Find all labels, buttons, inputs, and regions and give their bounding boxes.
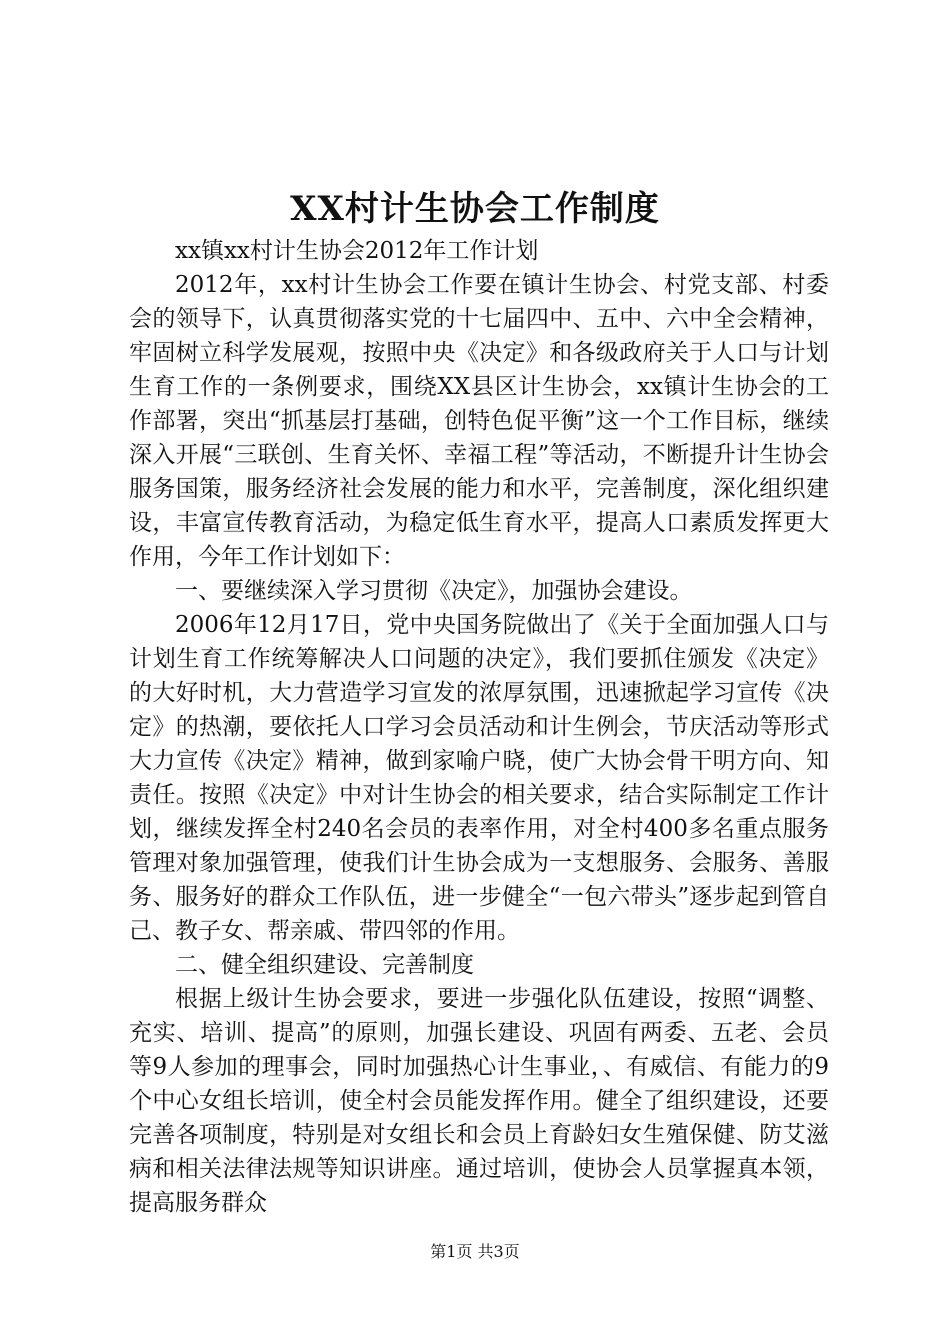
paragraph-intro: 2012年，xx村计生协会工作要在镇计生协会、村党支部、村委会的领导下，认真贯彻落实党的十七届四中、五中、六中全会精神，牢固树立科学发展观，按照中央《决定》和各级政府关于人口与计划生育工作的一条例要求，围绕XX县区计生协会，xx镇计生协会的工作部署，突出“抓基层打基础，创特色促平衡”这一个工作目标，继续深入开展“三联创、生育关怀、幸福工程”等活动，不断提升计生协会服务国策，服务经济社会发展的能力和水平，完善制度，深化组织建设，丰富宣传教育活动，为稳定低生育水平，提高人口素质发挥更大作用，今年工作计划如下： [129, 272, 829, 570]
section-heading-1: 一、要继续深入学习贯彻《决定》，加强协会建设。 [175, 578, 693, 604]
paragraph-section-1: 2006年12月17日，党中央国务院做出了《关于全面加强人口与计划生育工作统筹解决人口问题的决定》，我们要抓住颁发《决定》的大好时机，大力营造学习宣发的浓厚氛围，迅速掀起学习宣传《决定》的热潮，要依托人口学习会员活动和计生例会，节庆活动等形式大力宣传《决定》精神，做到家喻户晓，使广大协会骨干明方向、知责任。按照《决定》中对计生协会的相关要求，结合实际制定工作计划，继续发挥全村240名会员的表率作用，对全村400多名重点服务管理对象加强管理，使我们计生协会成为一支想服务、会服务、善服务、服务好的群众工作队伍，进一步健全“一包六带头”逐步起到管自己、教子女、帮亲戚、带四邻的作用。 [129, 612, 829, 944]
paragraph-section-2: 根据上级计生协会要求，要进一步强化队伍建设，按照“调整、充实、培训、提高”的原则，加强长建设、巩固有两委、五老、会员等9人参加的理事会，同时加强热心计生事业，、有威信、有能力的9个中心女组长培训，使全村会员能发挥作用。健全了组织建设，还要完善各项制度，特别是对女组长和会员上育龄妇女生殖保健、防艾滋病和相关法律法规等知识讲座。通过培训，使协会人员掌握真本领，提高服务群众 [129, 986, 829, 1216]
paragraph-plan-heading: xx镇xx村计生协会2012年工作计划 [175, 238, 539, 264]
page-footer: 第1页 共3页 [430, 1242, 520, 1261]
document-body [129, 234, 829, 1220]
section-heading-2: 二、健全组织建设、完善制度 [175, 952, 474, 978]
document-title: XX村计生协会工作制度 [290, 189, 660, 229]
